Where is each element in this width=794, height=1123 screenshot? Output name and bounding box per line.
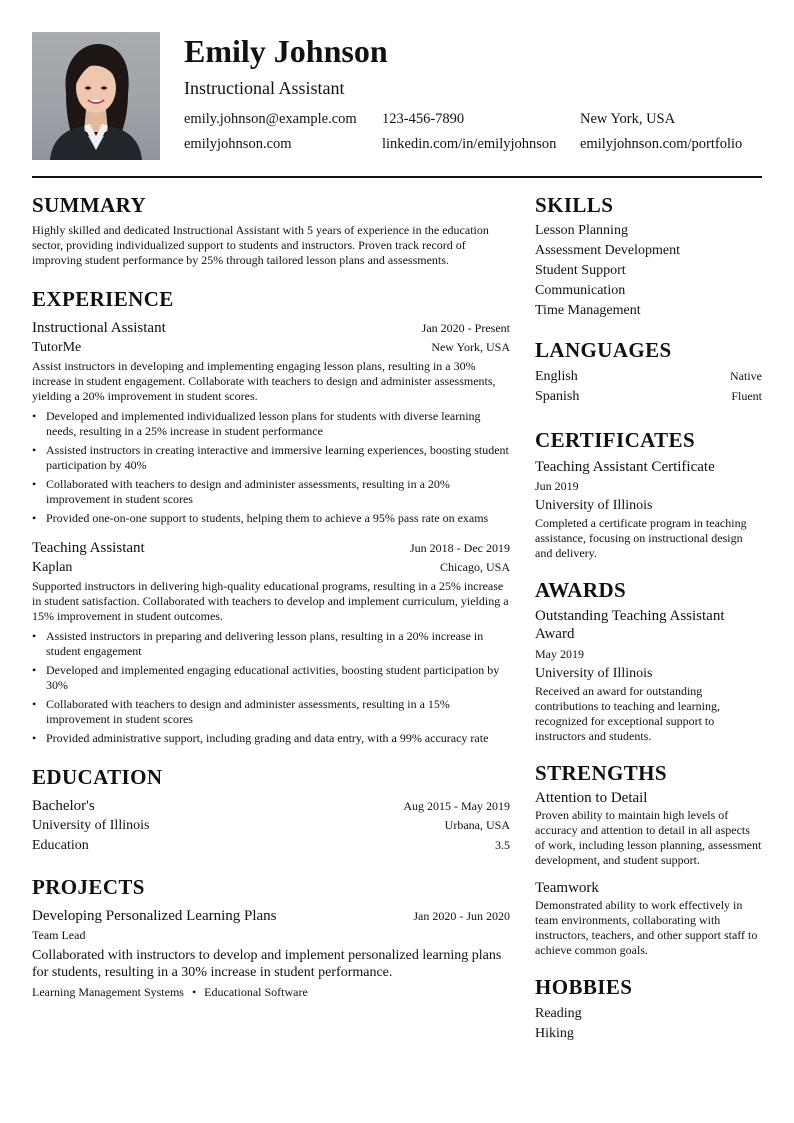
section-heading: HOBBIES	[535, 975, 633, 999]
project-dates: Jan 2020 - Jun 2020	[413, 909, 510, 923]
field-of-study: Education	[32, 838, 89, 853]
job-entry	[32, 538, 510, 746]
strength-title: Teamwork	[535, 880, 599, 896]
section-heading: PROJECTS	[32, 875, 145, 899]
certificates-section	[535, 427, 762, 561]
strength-description: Proven ability to maintain high levels of accuracy and attention to detail in all aspects of work, including lesson planning, assessment development, and student support.	[535, 808, 762, 867]
certificate-issuer: University of Illinois	[535, 498, 653, 513]
project-entry	[32, 906, 510, 1000]
projects-section	[32, 874, 510, 1000]
job-entry	[32, 318, 510, 526]
job-description: Supported instructors in delivering high-quality educational programs, resulting in a 25% increase in student satisfaction. Collaborated with teachers to develop and implement curriculum, yielding a 15% improvement in student outcomes.	[32, 579, 509, 623]
website-link[interactable]: emilyjohnson.com	[184, 136, 292, 152]
candidate-name: Emily Johnson	[184, 33, 388, 69]
keyword-separator: •	[191, 985, 197, 999]
section-heading: EDUCATION	[32, 765, 163, 789]
section-heading: EXPERIENCE	[32, 287, 174, 311]
list-item: • Provided administrative support, including grading and data entry, with a 99% accuracy rate	[32, 731, 510, 746]
hobbies-section	[535, 974, 762, 1044]
header-divider	[32, 176, 762, 178]
skills-section	[535, 192, 762, 321]
list-item: • Developed and implemented individualized lesson plans for students with diverse learning needs, resulting in a 25% increase in student performance	[32, 409, 510, 439]
section-heading: CERTIFICATES	[535, 428, 696, 452]
award-date: May 2019	[535, 647, 584, 661]
location-text: New York, USA	[580, 111, 676, 127]
award-title: Outstanding Teaching Assistant Award	[535, 608, 725, 642]
skill-item: Lesson Planning	[535, 223, 628, 238]
job-description: Assist instructors in developing and implementing engaging lesson plans, resulting in a 30% increase in student engagement. Collaborate with teachers to design and administer assessments, yielding a 20% improvement in student scores.	[32, 359, 496, 403]
skill-item: Assessment Development	[535, 243, 681, 258]
list-item: • Collaborated with teachers to design and administer assessments, resulting in a 20% improvement in student scores	[32, 477, 510, 507]
candidate-title: Instructional Assistant	[184, 78, 345, 98]
job-company: TutorMe	[32, 340, 82, 355]
phone-text: 123-456-7890	[382, 111, 465, 127]
section-heading: SKILLS	[535, 193, 614, 217]
summary-text: Highly skilled and dedicated Instructional Assistant with 5 years of experience in the education sector, providing individualized support to students and instructors. Proven track record of improving student performance by 25% through tailored lesson plans and assessments.	[32, 223, 489, 267]
gpa: 3.5	[495, 838, 510, 852]
language-level: Fluent	[731, 389, 762, 403]
list-item: • Provided one-on-one support to students, helping them to achieve a 95% pass rate on exams	[32, 511, 510, 526]
award-description: Received an award for outstanding contributions to teaching and learning, recognized for exceptional support to instructors and students.	[535, 684, 720, 743]
strength-entry	[535, 788, 762, 868]
contact-grid	[184, 107, 762, 157]
hobby-item: Reading	[535, 1006, 582, 1021]
job-dates: Jan 2020 - Present	[421, 321, 510, 335]
portfolio-link[interactable]: emilyjohnson.com/portfolio	[580, 136, 743, 152]
resume-page	[32, 32, 762, 1044]
job-location: Chicago, USA	[440, 560, 510, 574]
strength-title: Attention to Detail	[535, 790, 648, 806]
job-company: Kaplan	[32, 560, 73, 575]
section-heading: AWARDS	[535, 578, 627, 602]
award-issuer: University of Illinois	[535, 666, 653, 681]
header-info	[184, 32, 762, 160]
header	[32, 32, 762, 160]
certificate-title: Teaching Assistant Certificate	[535, 459, 715, 475]
job-bullets	[32, 409, 510, 526]
job-bullets	[32, 629, 510, 746]
profile-photo	[32, 32, 160, 160]
education-dates: Aug 2015 - May 2019	[403, 799, 510, 813]
skill-item: Student Support	[535, 263, 626, 278]
school-name: University of Illinois	[32, 818, 150, 833]
awards-section	[535, 577, 762, 744]
section-heading: LANGUAGES	[535, 338, 672, 362]
project-role: Team Lead	[32, 928, 86, 942]
project-keywords	[32, 985, 510, 1000]
degree: Bachelor's	[32, 798, 95, 814]
experience-section	[32, 286, 510, 746]
strength-entry	[535, 878, 762, 958]
strength-description: Demonstrated ability to work effectively in team environments, collaborating with instructors, teachers, and other support staff to achieve common goals.	[535, 898, 758, 957]
school-location: Urbana, USA	[444, 818, 510, 832]
email-link[interactable]: emily.johnson@example.com	[184, 111, 357, 127]
keyword: Educational Software	[204, 985, 308, 999]
certificate-description: Completed a certificate program in teaching assistance, focusing on instructional design and delivery.	[535, 516, 747, 560]
left-column	[32, 192, 510, 1044]
portrait-illustration	[32, 32, 160, 160]
certificate-date: Jun 2019	[535, 479, 579, 493]
certificate-entry	[535, 457, 762, 561]
education-section	[32, 764, 510, 856]
language-name: English	[535, 369, 578, 384]
job-title: Instructional Assistant	[32, 320, 166, 336]
summary-section	[32, 192, 510, 268]
project-title: Developing Personalized Learning Plans	[32, 908, 277, 924]
language-name: Spanish	[535, 389, 580, 404]
right-column	[535, 192, 762, 1044]
list-item: • Collaborated with teachers to design and administer assessments, resulting in a 15% improvement in student scores	[32, 697, 510, 727]
section-heading: SUMMARY	[32, 193, 147, 217]
section-heading: STRENGTHS	[535, 761, 667, 785]
list-item: • Assisted instructors in creating interactive and immersive learning experiences, boosting student participation by 40%	[32, 443, 510, 473]
job-title: Teaching Assistant	[32, 540, 145, 556]
skill-item: Communication	[535, 283, 626, 298]
project-description: Collaborated with instructors to develop and implement personalized learning plans for students, resulting in a 30% increase in student performance.	[32, 948, 502, 980]
content-columns	[32, 192, 762, 1044]
language-level: Native	[730, 369, 762, 383]
languages-section	[535, 337, 762, 407]
skill-item: Time Management	[535, 303, 641, 318]
hobby-item: Hiking	[535, 1026, 574, 1041]
strengths-section	[535, 760, 762, 958]
job-dates: Jun 2018 - Dec 2019	[410, 541, 510, 555]
list-item: • Assisted instructors in preparing and delivering lesson plans, resulting in a 20% increase in student engagement	[32, 629, 510, 659]
list-item: • Developed and implemented engaging educational activities, boosting student participation by 30%	[32, 663, 510, 693]
award-entry	[535, 607, 762, 744]
job-location: New York, USA	[431, 340, 510, 354]
keyword: Learning Management Systems	[32, 985, 184, 999]
linkedin-link[interactable]: linkedin.com/in/emilyjohnson	[382, 136, 557, 152]
